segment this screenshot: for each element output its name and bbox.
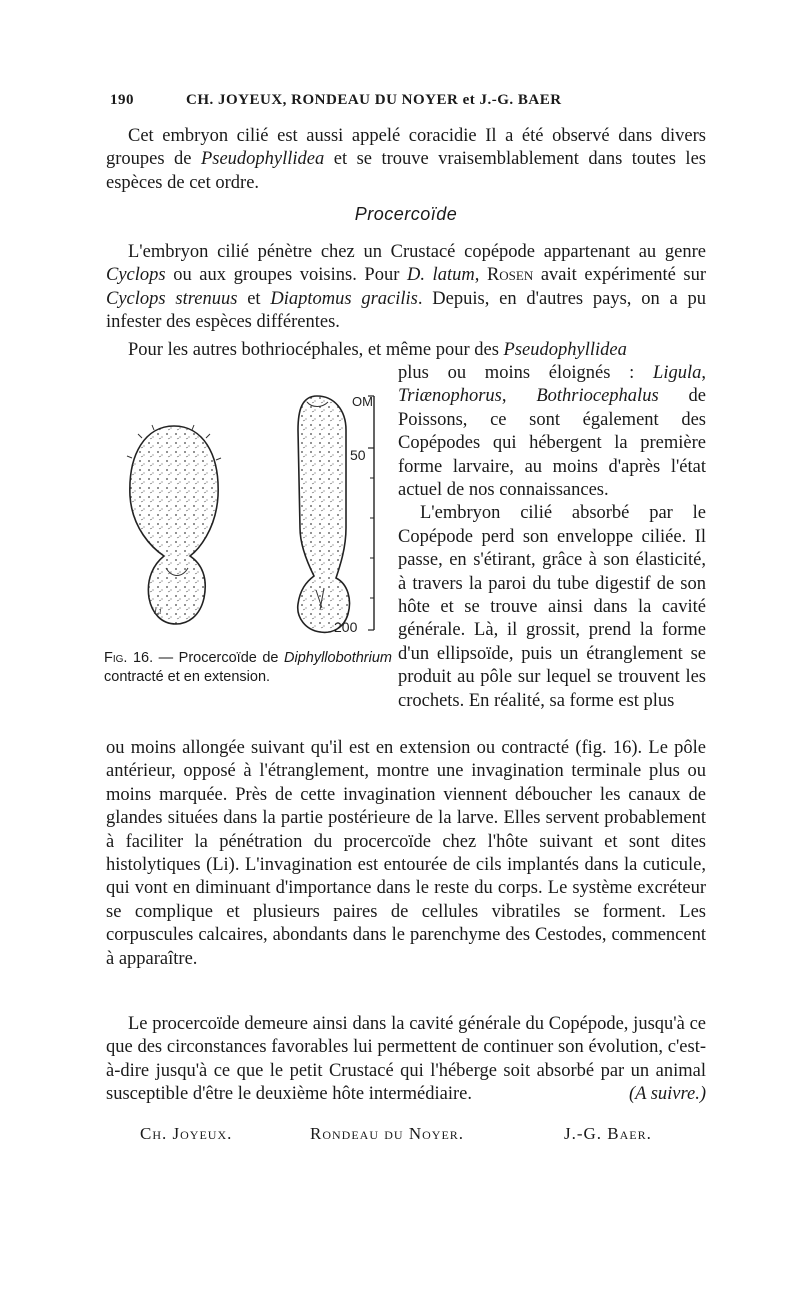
paragraph-bothriocephales-line1 xyxy=(106,339,706,362)
genus-name: Pseudophyllidea xyxy=(200,149,325,170)
signature-rondeau: Rondeau du Noyer. xyxy=(310,1124,465,1143)
caption-label: Fig. 16. xyxy=(104,650,154,666)
wrapped-text-column xyxy=(398,362,706,713)
text-span: , xyxy=(701,363,706,383)
text-span: , xyxy=(474,265,487,286)
author-name: Rosen xyxy=(486,265,534,286)
scale-bar xyxy=(368,396,374,630)
genus-name: Cyclops xyxy=(106,265,166,286)
signatures xyxy=(140,1124,670,1148)
genus-name: Diphyllobothrium xyxy=(284,650,392,666)
text-span: Cet embryon cilié est aussi appelé coracidie Il a été observé dans divers groupes de xyxy=(106,126,706,170)
scale-label-50: 50 xyxy=(350,447,366,463)
genus-name: Pseudophyllidea xyxy=(503,340,627,360)
genus-name: Triænophorus xyxy=(398,386,502,407)
species-name: Cyclops strenuus xyxy=(106,288,238,309)
text-span: et xyxy=(237,288,271,309)
signature-baer: J.-G. Baer. xyxy=(564,1124,652,1143)
text-span: avait expérimenté sur xyxy=(533,265,707,286)
text-span: ou aux groupes voisins. Pour xyxy=(165,265,407,286)
label-li: Li xyxy=(154,606,162,616)
text-span: — Procercoïde de xyxy=(153,650,284,666)
paragraph-coracidie xyxy=(106,125,706,195)
running-head-authors: CH. JOYEUX, RONDEAU DU NOYER et J.-G. BAER xyxy=(186,92,562,108)
figure-16 xyxy=(102,378,392,648)
wrapped-paragraph-1 xyxy=(398,362,706,502)
paragraph-procercoide-description: ou moins allongée suivant qu'il est en extension ou contracté (fig. 16). Le pôle antérieur, opposé à l'étranglement, montre une invagination terminale plus ou moins marquée. Près de cette invagination viennent déboucher les canaux de glandes situées dans la partie postérieure de la larve. Elles servent probablement à faciliter la pénétration du procercoïde chez l'hôte suivant et sont dites histolytiques (Li). L'invagination est entourée de cils implantés dans la cuticule, qui vont en diminuant d'importance dans le reste du corps. Le système excréteur se complique et plusieurs paires de cellules vibratiles se forment. Les corpuscules calcaires, abondants dans le parenchyme des Cestodes, commencent à apparaître. xyxy=(106,738,706,969)
extended-larva xyxy=(298,396,350,632)
species-name: Diaptomus gracilis xyxy=(270,288,418,309)
genus-name: Ligula xyxy=(653,363,702,383)
text-span: de Poissons, ce sont également des Copépodes qui hébergent la première forme larvaire, au moins d'après l'état actuel de nos connaissances. xyxy=(398,386,706,501)
page-number: 190 xyxy=(110,92,134,108)
text-span: L'embryon cilié pénètre chez un Crustacé copépode appartenant au genre xyxy=(128,242,706,262)
paragraph-copepode xyxy=(106,241,706,335)
procercoid-illustration xyxy=(102,378,392,648)
genus-name: Bothriocephalus xyxy=(536,386,659,407)
text-span: . Depuis, en d'autres pays, on a pu infester des espèces différentes. xyxy=(106,288,707,333)
scale-label-200: 200 xyxy=(334,619,358,635)
to-be-continued: (A suivre.) xyxy=(628,1084,706,1105)
text-span: et se trouve vraisemblablement dans toutes les espèces de cet ordre. xyxy=(106,149,706,193)
text-span: plus ou moins éloignés : xyxy=(398,363,654,383)
text-span: Le procercoïde demeure ainsi dans la cavité générale du Copépode, jusqu'à ce que des circonstances favorables lui permettent de continuer son évolution, c'est-à-dire jusqu'à ce que le petit Crustacé qui l'héberge soit absorbé par un animal susceptible d'être le deuxième hôte intermédiaire. xyxy=(106,1014,706,1105)
section-title: Procercoïde xyxy=(354,204,458,224)
paragraph-evolution xyxy=(106,1013,706,1107)
text-span: , xyxy=(501,386,537,407)
running-head xyxy=(110,92,708,114)
signature-joyeux: Ch. Joyeux. xyxy=(140,1124,233,1143)
contracted-larva xyxy=(127,425,221,624)
figure-caption xyxy=(104,649,392,687)
text-span: Pour les autres bothriocéphales, et même pour des xyxy=(128,340,504,360)
species-name: D. latum xyxy=(406,265,475,286)
scale-label-origin: OM xyxy=(352,394,373,409)
text-span: contracté et en extension. xyxy=(104,669,271,685)
wrapped-paragraph-2: L'embryon cilié absorbé par le Copépode perd son enveloppe ciliée. Il passe, en s'étirant, grâce à son élasticité, à travers la paroi du tube digestif de son hôte et se trouve ainsi dans la cavité générale. Là, il grossit, prend la forme d'un ellipsoïde, puis un étranglement se produit au pôle sur lequel se trouvent les crochets. En réalité, sa forme est plus xyxy=(398,503,706,711)
